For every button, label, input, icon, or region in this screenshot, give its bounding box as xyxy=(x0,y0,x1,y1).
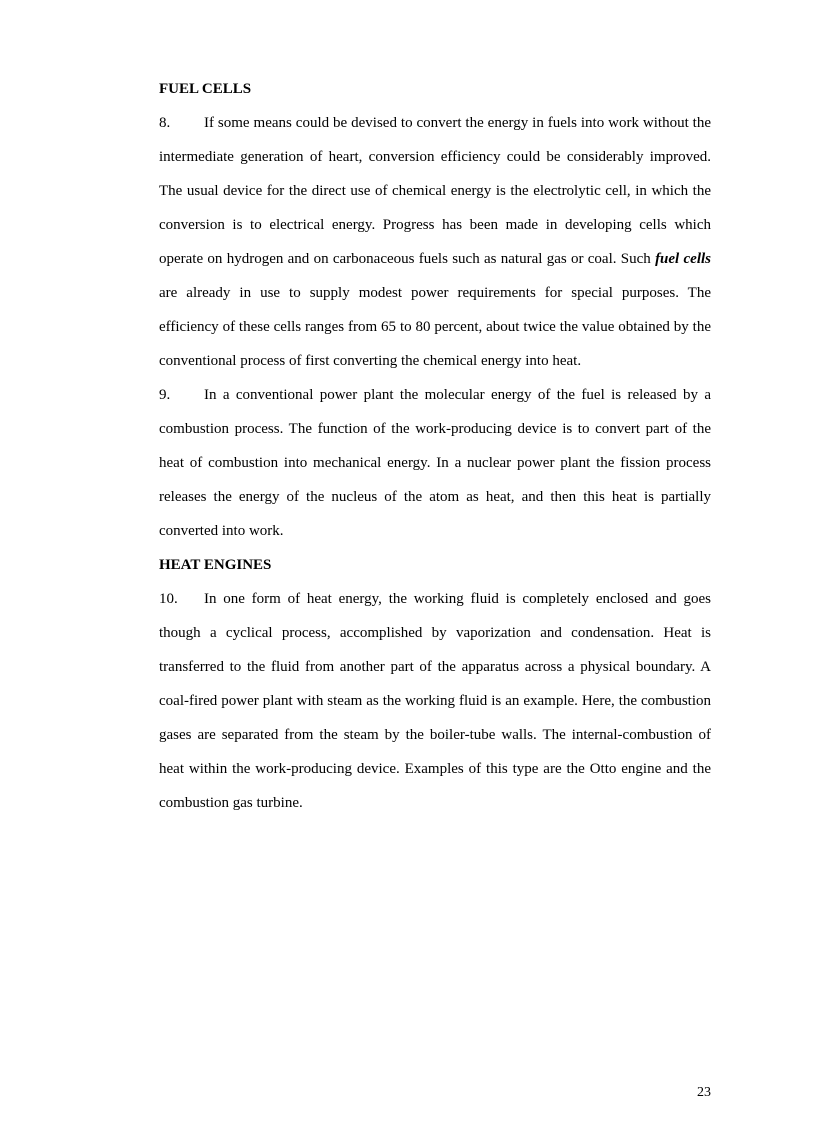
paragraph-9 xyxy=(159,378,711,548)
paragraph-number: 10. xyxy=(159,591,178,607)
paragraph-number: 8. xyxy=(159,115,171,131)
section-heading-heat-engines: HEAT ENGINES xyxy=(159,557,272,573)
section-heading-fuel-cells: FUEL CELLS xyxy=(159,81,252,97)
paragraph-8 xyxy=(159,106,711,378)
paragraph-10 xyxy=(159,582,711,820)
document-page xyxy=(159,72,711,820)
emphasis-text: fuel cells xyxy=(655,251,711,267)
paragraph-text: In a conventional power plant the molecular energy of the fuel is released by a combustion process. The function of the work-producing device is to convert part of the heat of combustion into mechanical energy. In a nuclear power plant the fission process releases the energy of the nucleus of the atom as heat, and then this heat is partially converted into work. xyxy=(159,387,711,539)
paragraph-text: If some means could be devised to convert the energy in fuels into work without the intermediate generation of heart, conversion efficiency could be considerably improved. The usual device for the direct use of chemical energy is the electrolytic cell, in which the conversion is to electrical energy. Progress has been made in developing cells which operate on hydrogen and on carbonaceous fuels such as natural gas or coal. Such xyxy=(159,115,711,267)
paragraph-number: 9. xyxy=(159,387,171,403)
page-number: 23 xyxy=(697,1085,711,1100)
paragraph-text: are already in use to supply modest power requirements for special purposes. The efficiency of these cells ranges from 65 to 80 percent, about twice the value obtained by the conventional process of first converting the chemical energy into heat. xyxy=(159,285,711,369)
paragraph-text: In one form of heat energy, the working fluid is completely enclosed and goes though a cyclical process, accomplished by vaporization and condensation. Heat is transferred to the fluid from another part of the apparatus across a physical boundary. A coal-fired power plant with steam as the working fluid is an example. Here, the combustion gases are separated from the steam by the boiler-tube walls. The internal-combustion of heat within the work-producing device. Examples of this type are the Otto engine and the combustion gas turbine. xyxy=(159,591,711,811)
